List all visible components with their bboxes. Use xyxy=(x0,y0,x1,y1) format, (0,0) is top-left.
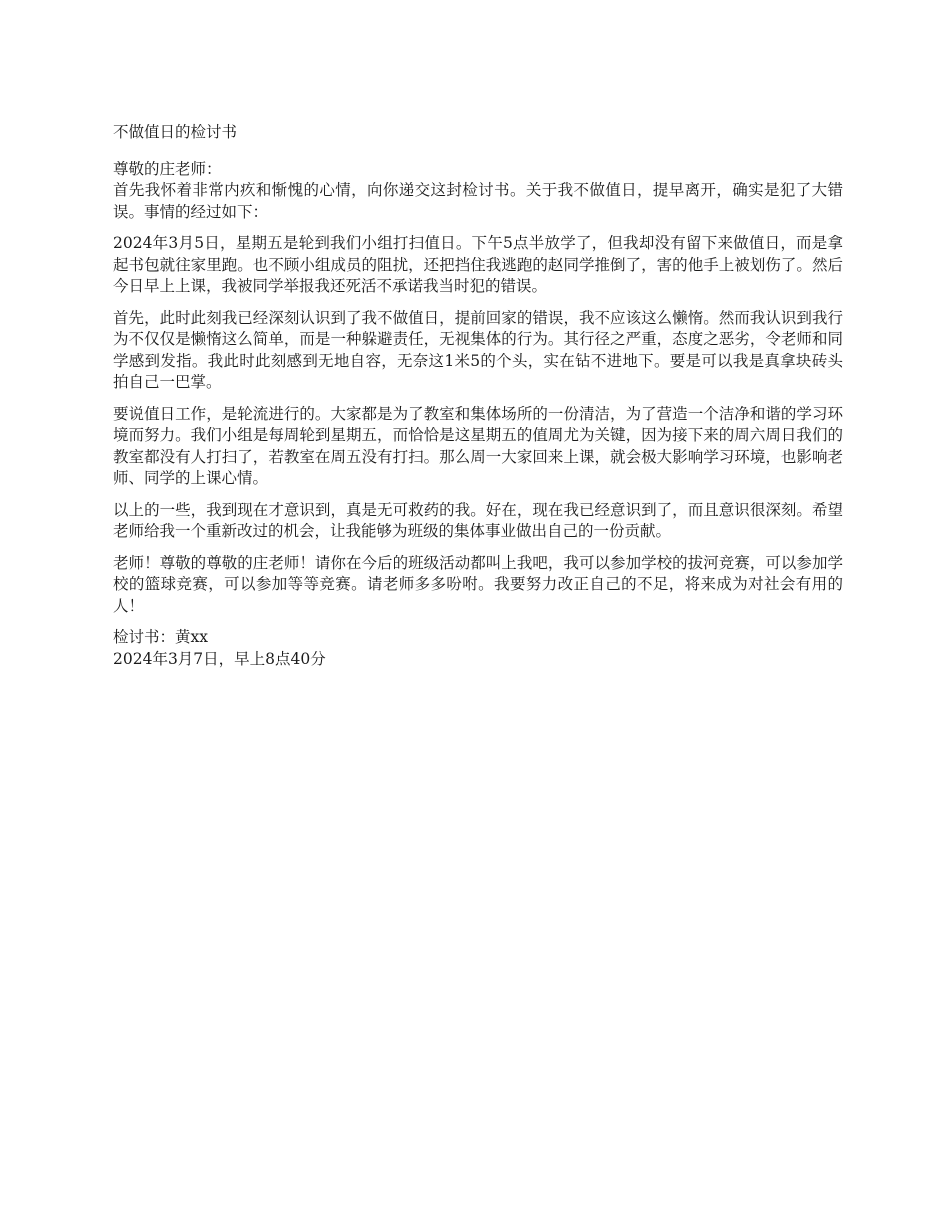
letter-document xyxy=(113,122,843,670)
paragraph-reflection: 首先，此时此刻我已经深刻认识到了我不做值日，提前回家的错误，我不应该这么懒惰。然而我认识到我行为不仅仅是懒惰这么简单，而是一种躲避责任，无视集体的行为。其行径之严重，态度之恶劣，令老师和同学感到发指。我此时此刻感到无地自容，无奈这1米5的个头，实在钻不进地下。要是可以我是真拿块砖头拍自己一巴掌。 xyxy=(113,308,843,391)
paragraph-realization: 以上的一些，我到现在才意识到，真是无可救药的我。好在，现在我已经意识到了，而且意识很深刻。希望老师给我一个重新改过的机会，让我能够为班级的集体事业做出自己的一份贡献。 xyxy=(113,500,843,540)
document-title: 不做值日的检讨书 xyxy=(113,123,238,141)
salutation: 尊敬的庄老师： xyxy=(113,159,222,178)
paragraph-promise: 老师！尊敬的尊敬的庄老师！请你在今后的班级活动都叫上我吧，我可以参加学校的拔河竞赛，可以参加学校的篮球竞赛，可以参加等等竞赛。请老师多多吩咐。我要努力改正自己的不足，将来成为对社会有用的人！ xyxy=(113,553,843,615)
document-date: 2024年3月7日，早上8点40分 xyxy=(113,649,326,668)
paragraph-incident: 2024年3月5日，星期五是轮到我们小组打扫值日。下午5点半放学了，但我却没有留下来做值日，而是拿起书包就往家里跑。也不顾小组成员的阻扰，还把挡住我逃跑的赵同学推倒了，害的他手上被划伤了。然后今日早上上课，我被同学举报我还死活不承诺我当时犯的错误。 xyxy=(113,234,843,295)
signature: 检讨书：黄xx xyxy=(113,628,208,646)
paragraph-intro: 首先我怀着非常内疚和惭愧的心情，向你递交这封检讨书。关于我不做值日，提早离开，确实是犯了大错误。事情的经过如下： xyxy=(113,181,843,221)
paragraph-duty-importance: 要说值日工作，是轮流进行的。大家都是为了教室和集体场所的一份清洁，为了营造一个洁净和谐的学习环境而努力。我们小组是每周轮到星期五，而恰恰是这星期五的值周尤为关键，因为接下来的周六周日我们的教室都没有人打扫了，若教室在周五没有打扫。那么周一大家回来上课，就会极大影响学习环境，也影响老师、同学的上课心情。 xyxy=(113,404,843,487)
